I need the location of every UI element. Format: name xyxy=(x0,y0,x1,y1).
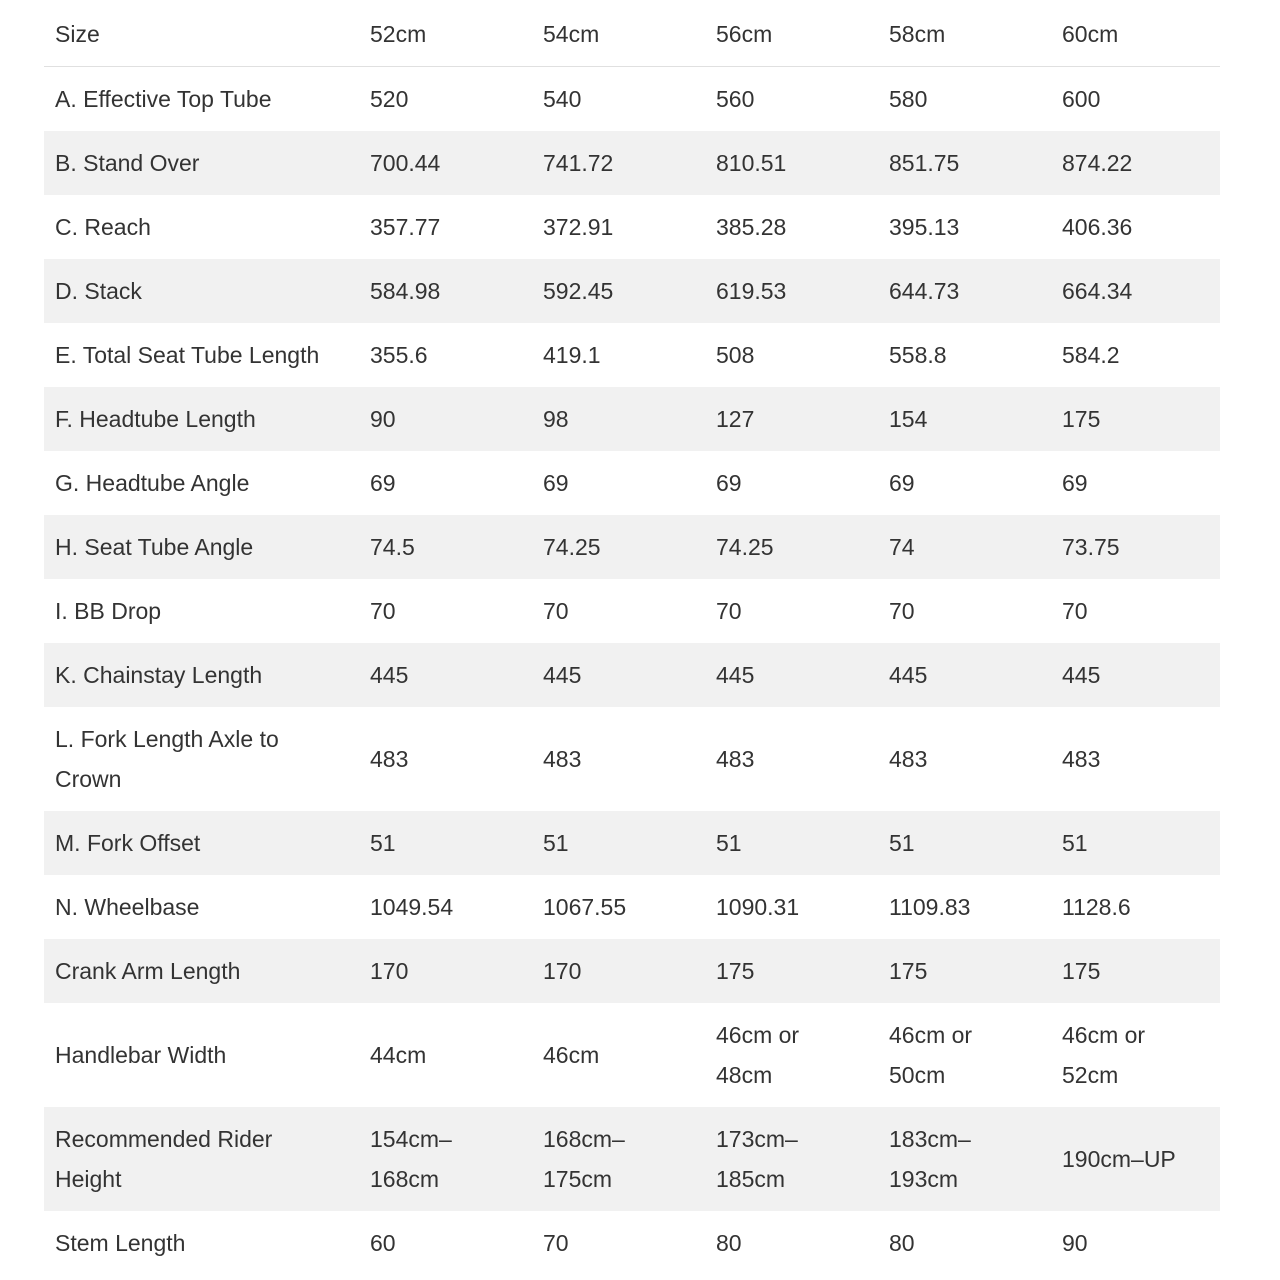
cell-value-text: 70 xyxy=(716,598,742,624)
cell-value-text: 385.28 xyxy=(716,214,787,240)
column-header-60cm xyxy=(1062,2,1220,67)
cell-value xyxy=(889,515,1062,579)
row-label xyxy=(44,643,370,707)
cell-value-text: 483 xyxy=(716,746,755,772)
cell-value-text: 520 xyxy=(370,86,409,112)
cell-value-text: 90 xyxy=(370,406,396,432)
cell-value xyxy=(889,131,1062,195)
cell-value xyxy=(716,939,889,1003)
row-label-text: C. Reach xyxy=(55,214,151,240)
cell-value-text: 74.25 xyxy=(716,534,774,560)
cell-value xyxy=(370,515,543,579)
cell-value xyxy=(1062,451,1220,515)
cell-value-text: 98 xyxy=(543,406,569,432)
cell-value xyxy=(1062,1107,1220,1211)
table-row xyxy=(44,579,1220,643)
cell-value-text: 69 xyxy=(1062,470,1088,496)
cell-value-text: 508 xyxy=(716,342,755,368)
cell-value xyxy=(716,67,889,132)
cell-value-text: 175 xyxy=(1062,958,1101,984)
cell-value-text: 154 xyxy=(889,406,928,432)
cell-value-text: 90 xyxy=(1062,1230,1088,1256)
table-row xyxy=(44,1003,1220,1107)
cell-value xyxy=(1062,875,1220,939)
column-header-52cm xyxy=(370,2,543,67)
row-label xyxy=(44,323,370,387)
cell-value xyxy=(543,707,716,811)
row-label-text: D. Stack xyxy=(55,278,142,304)
cell-value xyxy=(716,875,889,939)
table-row xyxy=(44,707,1220,811)
cell-value-text: 483 xyxy=(1062,746,1101,772)
cell-value xyxy=(716,643,889,707)
cell-value-text: 173cm–185cm xyxy=(716,1126,798,1192)
cell-value xyxy=(370,131,543,195)
cell-value xyxy=(543,811,716,875)
cell-value-text: 372.91 xyxy=(543,214,614,240)
cell-value-text: 46cm or 50cm xyxy=(889,1022,973,1088)
cell-value-text: 560 xyxy=(716,86,755,112)
row-label-text: K. Chainstay Length xyxy=(55,662,263,688)
cell-value xyxy=(889,643,1062,707)
column-header-label: 58cm xyxy=(889,21,946,47)
cell-value-text: 80 xyxy=(889,1230,915,1256)
cell-value xyxy=(370,67,543,132)
column-header-label: Size xyxy=(55,21,100,47)
cell-value-text: 445 xyxy=(1062,662,1101,688)
cell-value xyxy=(543,451,716,515)
cell-value xyxy=(889,451,1062,515)
cell-value xyxy=(889,195,1062,259)
row-label-text: F. Headtube Length xyxy=(55,406,256,432)
cell-value xyxy=(543,1003,716,1107)
cell-value-text: 644.73 xyxy=(889,278,960,304)
cell-value xyxy=(543,131,716,195)
column-header-label: 54cm xyxy=(543,21,600,47)
row-label xyxy=(44,387,370,451)
cell-value xyxy=(1062,1211,1220,1275)
row-label xyxy=(44,515,370,579)
cell-value xyxy=(1062,131,1220,195)
cell-value-text: 395.13 xyxy=(889,214,960,240)
cell-value-text: 355.6 xyxy=(370,342,428,368)
cell-value xyxy=(1062,323,1220,387)
cell-value xyxy=(716,323,889,387)
cell-value-text: 175 xyxy=(1062,406,1101,432)
cell-value-text: 44cm xyxy=(370,1042,427,1068)
cell-value-text: 592.45 xyxy=(543,278,614,304)
cell-value-text: 619.53 xyxy=(716,278,787,304)
cell-value-text: 558.8 xyxy=(889,342,947,368)
table-row xyxy=(44,323,1220,387)
cell-value-text: 445 xyxy=(716,662,755,688)
cell-value-text: 127 xyxy=(716,406,755,432)
cell-value-text: 46cm or 48cm xyxy=(716,1022,800,1088)
cell-value-text: 406.36 xyxy=(1062,214,1133,240)
cell-value-text: 69 xyxy=(543,470,569,496)
table-row xyxy=(44,811,1220,875)
row-label-text: Recommended Rider Height xyxy=(55,1126,273,1192)
cell-value xyxy=(1062,1003,1220,1107)
row-label xyxy=(44,1107,370,1211)
cell-value xyxy=(370,579,543,643)
cell-value-text: 170 xyxy=(543,958,582,984)
table-body xyxy=(44,67,1220,1276)
cell-value xyxy=(889,875,1062,939)
cell-value xyxy=(1062,195,1220,259)
cell-value-text: 51 xyxy=(370,830,396,856)
table-row xyxy=(44,1211,1220,1275)
cell-value xyxy=(370,707,543,811)
cell-value xyxy=(889,259,1062,323)
row-label-text: B. Stand Over xyxy=(55,150,200,176)
cell-value xyxy=(889,323,1062,387)
cell-value-text: 1090.31 xyxy=(716,894,800,920)
cell-value xyxy=(543,67,716,132)
cell-value-text: 483 xyxy=(370,746,409,772)
table-row xyxy=(44,67,1220,132)
cell-value-text: 584.2 xyxy=(1062,342,1120,368)
cell-value xyxy=(370,451,543,515)
cell-value-text: 175 xyxy=(716,958,755,984)
column-header-label: 52cm xyxy=(370,21,427,47)
cell-value-text: 874.22 xyxy=(1062,150,1133,176)
cell-value xyxy=(716,811,889,875)
cell-value xyxy=(543,259,716,323)
cell-value xyxy=(370,939,543,1003)
column-header-label: 56cm xyxy=(716,21,773,47)
cell-value-text: 154cm–168cm xyxy=(370,1126,452,1192)
cell-value-text: 183cm–193cm xyxy=(889,1126,971,1192)
cell-value xyxy=(370,811,543,875)
cell-value xyxy=(543,1211,716,1275)
cell-value xyxy=(716,1003,889,1107)
cell-value-text: 80 xyxy=(716,1230,742,1256)
cell-value xyxy=(716,259,889,323)
row-label-text: M. Fork Offset xyxy=(55,830,201,856)
cell-value-text: 580 xyxy=(889,86,928,112)
row-label-text: Handlebar Width xyxy=(55,1042,227,1068)
row-label xyxy=(44,131,370,195)
cell-value-text: 1128.6 xyxy=(1062,894,1131,920)
cell-value-text: 51 xyxy=(716,830,742,856)
row-label xyxy=(44,195,370,259)
row-label xyxy=(44,707,370,811)
cell-value-text: 851.75 xyxy=(889,150,960,176)
cell-value xyxy=(370,323,543,387)
cell-value-text: 170 xyxy=(370,958,409,984)
cell-value-text: 700.44 xyxy=(370,150,441,176)
row-label xyxy=(44,67,370,132)
cell-value xyxy=(543,387,716,451)
row-label xyxy=(44,939,370,1003)
row-label xyxy=(44,259,370,323)
cell-value xyxy=(1062,579,1220,643)
cell-value xyxy=(889,67,1062,132)
row-label-text: Stem Length xyxy=(55,1230,186,1256)
cell-value xyxy=(543,579,716,643)
cell-value xyxy=(543,515,716,579)
cell-value-text: 600 xyxy=(1062,86,1101,112)
cell-value-text: 168cm–175cm xyxy=(543,1126,625,1192)
row-label xyxy=(44,1003,370,1107)
cell-value-text: 357.77 xyxy=(370,214,441,240)
cell-value-text: 445 xyxy=(889,662,928,688)
row-label xyxy=(44,579,370,643)
cell-value xyxy=(370,1003,543,1107)
geometry-table xyxy=(44,2,1220,1275)
cell-value-text: 483 xyxy=(889,746,928,772)
cell-value xyxy=(1062,707,1220,811)
cell-value-text: 74.5 xyxy=(370,534,415,560)
cell-value-text: 74 xyxy=(889,534,915,560)
cell-value xyxy=(1062,67,1220,132)
cell-value xyxy=(716,387,889,451)
row-label xyxy=(44,451,370,515)
cell-value xyxy=(716,195,889,259)
cell-value xyxy=(370,875,543,939)
row-label-text: L. Fork Length Axle to Crown xyxy=(55,726,279,792)
table-row xyxy=(44,643,1220,707)
cell-value-text: 73.75 xyxy=(1062,534,1120,560)
cell-value xyxy=(889,1107,1062,1211)
table-row xyxy=(44,387,1220,451)
table-row xyxy=(44,131,1220,195)
cell-value xyxy=(716,1107,889,1211)
cell-value xyxy=(543,195,716,259)
cell-value-text: 810.51 xyxy=(716,150,787,176)
cell-value xyxy=(370,1211,543,1275)
cell-value-text: 46cm or 52cm xyxy=(1062,1022,1146,1088)
cell-value xyxy=(370,387,543,451)
cell-value xyxy=(716,579,889,643)
cell-value xyxy=(716,451,889,515)
cell-value xyxy=(889,707,1062,811)
cell-value-text: 74.25 xyxy=(543,534,601,560)
cell-value xyxy=(889,1003,1062,1107)
cell-value-text: 175 xyxy=(889,958,928,984)
cell-value xyxy=(543,1107,716,1211)
row-label-text: A. Effective Top Tube xyxy=(55,86,272,112)
cell-value xyxy=(370,643,543,707)
header-row xyxy=(44,2,1220,67)
cell-value xyxy=(716,131,889,195)
cell-value-text: 51 xyxy=(543,830,569,856)
cell-value xyxy=(889,1211,1062,1275)
cell-value xyxy=(889,387,1062,451)
cell-value-text: 51 xyxy=(1062,830,1088,856)
row-label xyxy=(44,811,370,875)
table-row xyxy=(44,451,1220,515)
column-header-size xyxy=(44,2,370,67)
cell-value xyxy=(716,1211,889,1275)
cell-value xyxy=(1062,259,1220,323)
cell-value-text: 419.1 xyxy=(543,342,601,368)
cell-value-text: 540 xyxy=(543,86,582,112)
cell-value xyxy=(716,707,889,811)
cell-value xyxy=(716,515,889,579)
cell-value-text: 70 xyxy=(889,598,915,624)
cell-value xyxy=(1062,811,1220,875)
column-header-56cm xyxy=(716,2,889,67)
cell-value xyxy=(1062,387,1220,451)
cell-value-text: 1049.54 xyxy=(370,894,454,920)
cell-value-text: 190cm–UP xyxy=(1062,1146,1176,1172)
cell-value-text: 445 xyxy=(370,662,409,688)
column-header-54cm xyxy=(543,2,716,67)
cell-value xyxy=(1062,515,1220,579)
cell-value xyxy=(543,939,716,1003)
cell-value-text: 70 xyxy=(543,598,569,624)
cell-value-text: 445 xyxy=(543,662,582,688)
cell-value-text: 69 xyxy=(716,470,742,496)
table-row xyxy=(44,515,1220,579)
row-label xyxy=(44,875,370,939)
row-label-text: I. BB Drop xyxy=(55,598,162,624)
cell-value xyxy=(543,323,716,387)
cell-value-text: 70 xyxy=(370,598,396,624)
cell-value xyxy=(370,1107,543,1211)
cell-value-text: 69 xyxy=(889,470,915,496)
cell-value-text: 69 xyxy=(370,470,396,496)
row-label-text: H. Seat Tube Angle xyxy=(55,534,254,560)
row-label-text: Crank Arm Length xyxy=(55,958,241,984)
row-label-text: G. Headtube Angle xyxy=(55,470,250,496)
row-label xyxy=(44,1211,370,1275)
cell-value-text: 664.34 xyxy=(1062,278,1133,304)
cell-value xyxy=(889,811,1062,875)
cell-value-text: 483 xyxy=(543,746,582,772)
cell-value xyxy=(370,259,543,323)
cell-value-text: 70 xyxy=(1062,598,1088,624)
column-header-58cm xyxy=(889,2,1062,67)
cell-value xyxy=(889,579,1062,643)
row-label-text: N. Wheelbase xyxy=(55,894,200,920)
cell-value xyxy=(543,875,716,939)
table-row xyxy=(44,939,1220,1003)
cell-value-text: 51 xyxy=(889,830,915,856)
table-row xyxy=(44,875,1220,939)
cell-value-text: 1109.83 xyxy=(889,894,971,920)
cell-value xyxy=(1062,939,1220,1003)
geometry-table-container xyxy=(44,2,1220,1275)
cell-value-text: 60 xyxy=(370,1230,396,1256)
cell-value xyxy=(370,195,543,259)
cell-value-text: 70 xyxy=(543,1230,569,1256)
cell-value-text: 1067.55 xyxy=(543,894,627,920)
cell-value-text: 741.72 xyxy=(543,150,614,176)
cell-value xyxy=(543,643,716,707)
table-row xyxy=(44,195,1220,259)
cell-value-text: 46cm xyxy=(543,1042,600,1068)
cell-value xyxy=(1062,643,1220,707)
cell-value xyxy=(889,939,1062,1003)
table-row xyxy=(44,259,1220,323)
cell-value-text: 584.98 xyxy=(370,278,441,304)
table-row xyxy=(44,1107,1220,1211)
column-header-label: 60cm xyxy=(1062,21,1119,47)
row-label-text: E. Total Seat Tube Length xyxy=(55,342,320,368)
